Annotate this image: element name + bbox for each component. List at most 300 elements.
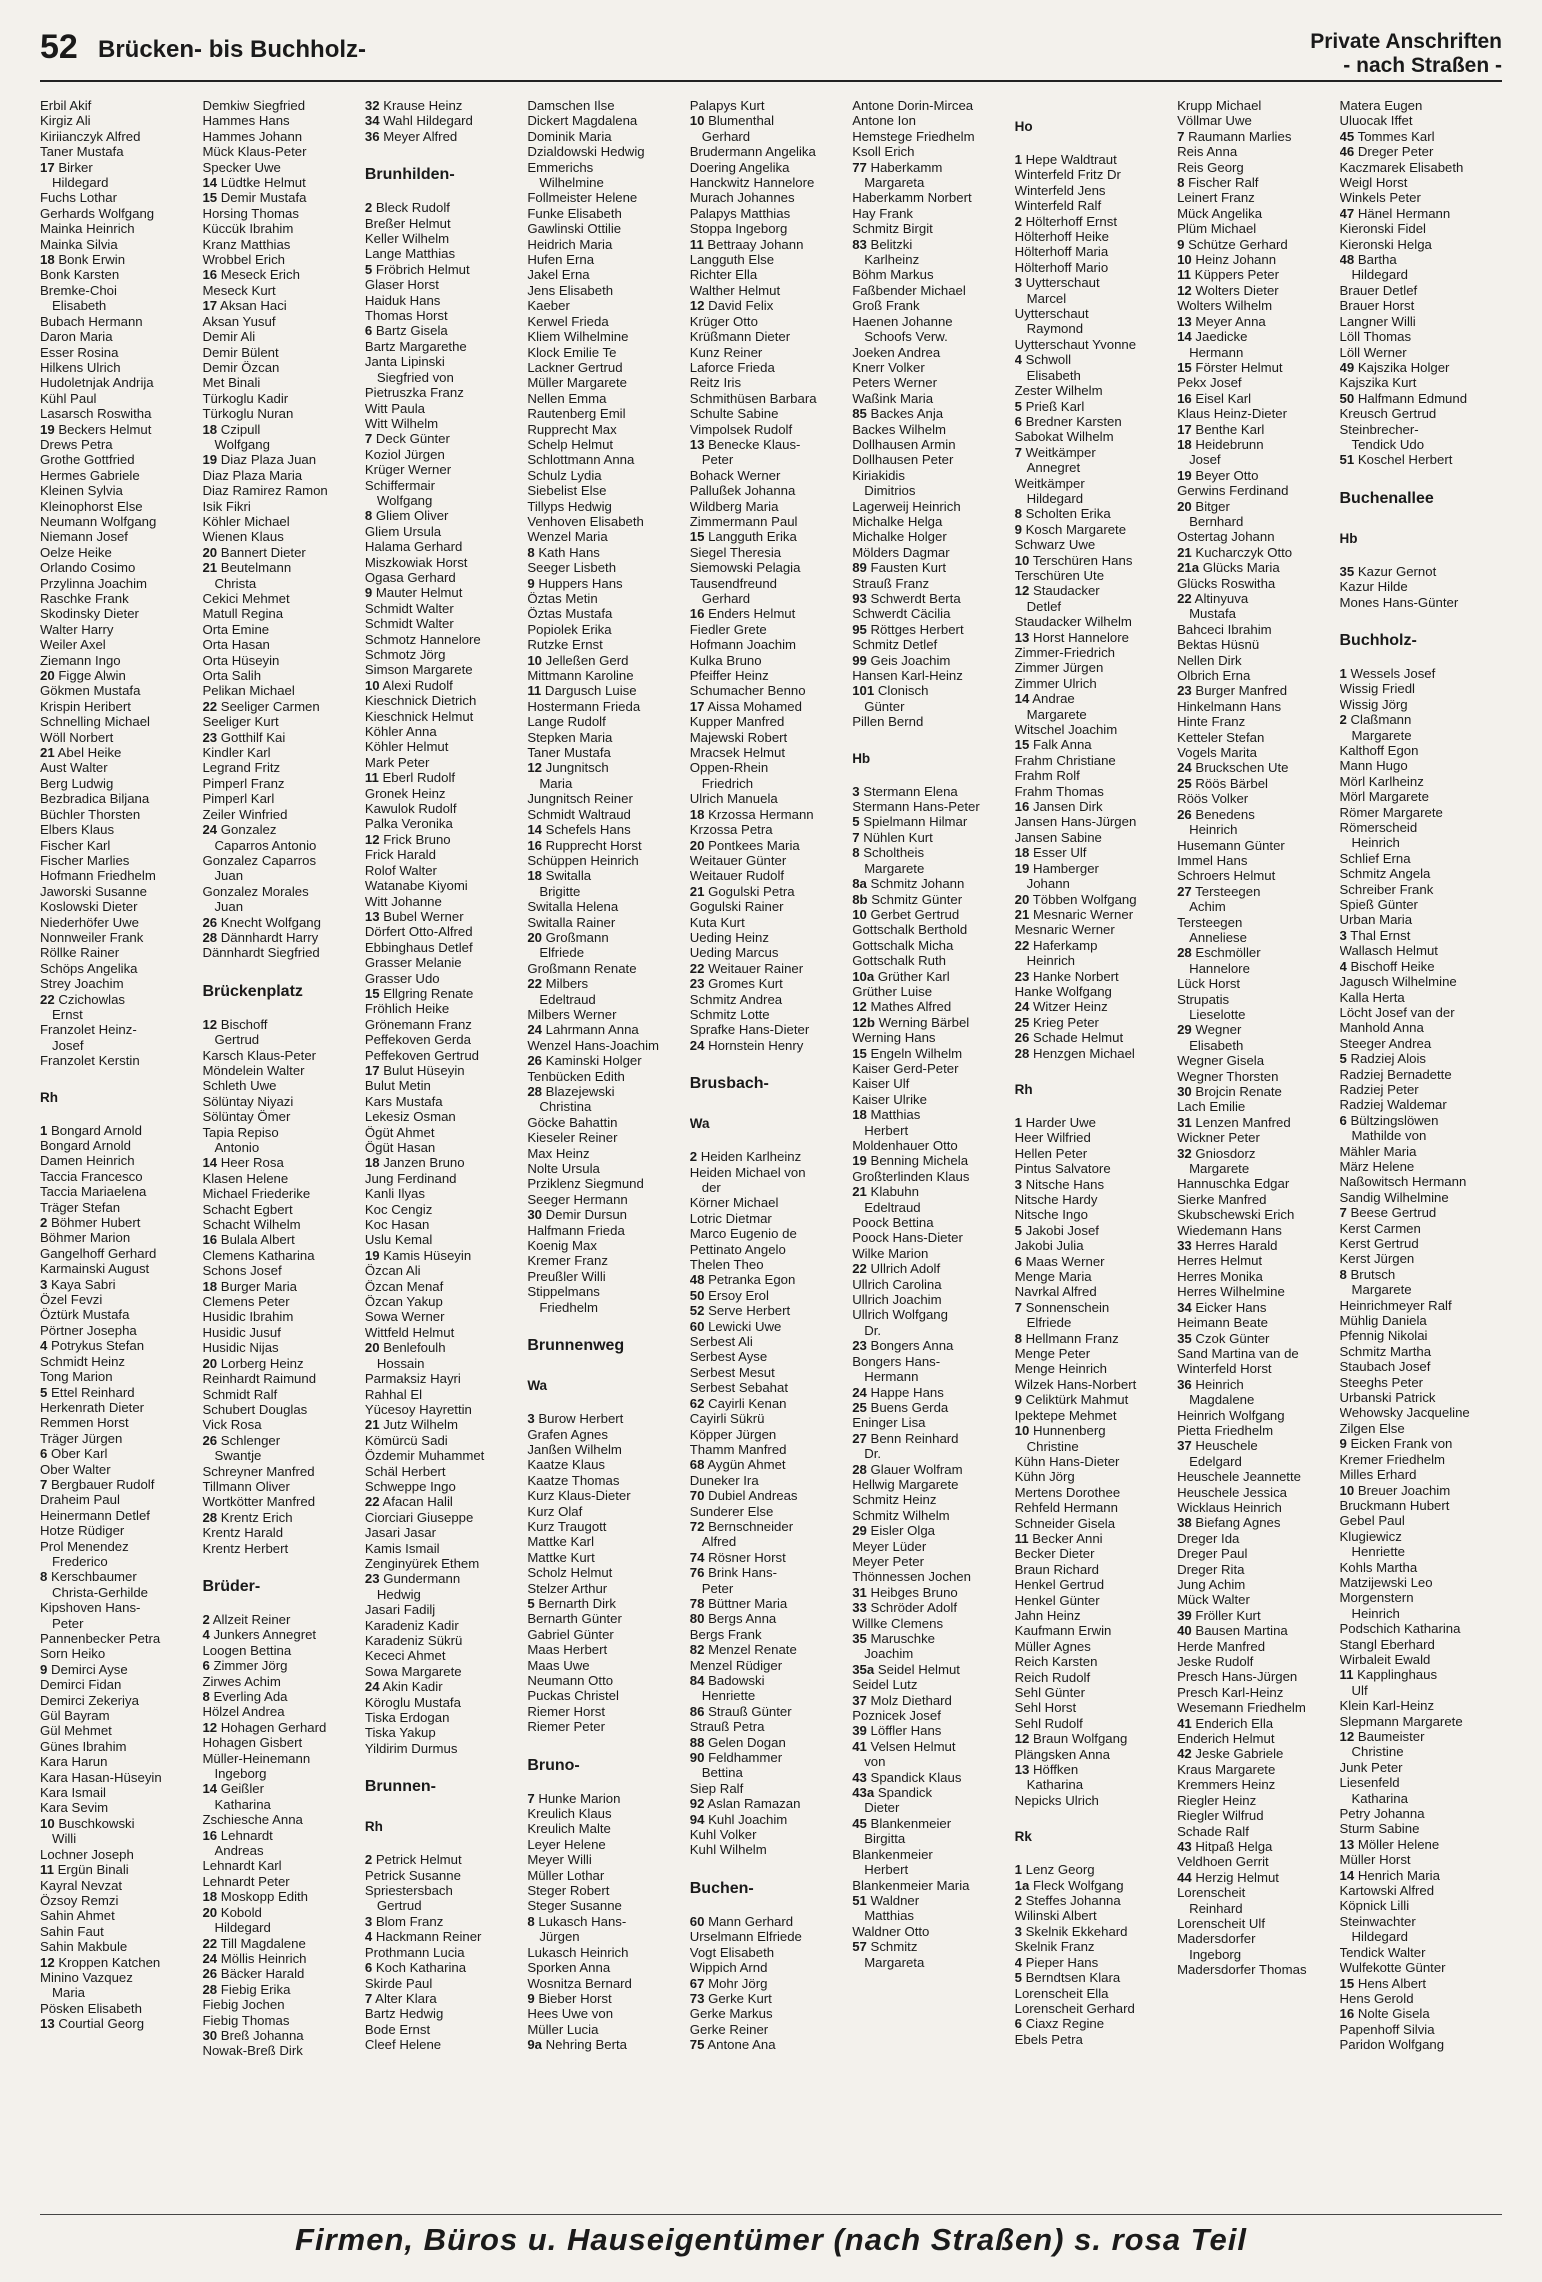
house-number: 18 (1014, 845, 1030, 861)
resident-entry: 13 Bubel Werner (364, 908, 464, 924)
resident-entry: Lorenscheit Ella (1014, 1985, 1109, 2001)
resident-entry: Brauer Horst (1339, 298, 1415, 314)
house-number: 11 (1177, 267, 1192, 283)
house-number: 24 (364, 1679, 380, 1695)
resident-entry: Simson Margarete (364, 662, 473, 678)
resident-entry: Strey Joachim (40, 976, 124, 992)
resident-entry: Schade Ralf (1177, 1823, 1249, 1839)
resident-entry: Schmitz Martha (1339, 1343, 1432, 1359)
house-number: 6 (1014, 413, 1022, 429)
resident-entry: Pillen Bernd (852, 714, 924, 730)
resident-entry: Prol Menendez (40, 1538, 129, 1554)
resident-entry: Klock Emilie Te (527, 344, 617, 360)
house-number: 19 (1014, 860, 1030, 876)
resident-entry: Tillmann Oliver (202, 1478, 290, 1494)
resident-continuation: von (864, 1754, 886, 1770)
house-number: 9 (364, 585, 373, 601)
house-number: 90 (689, 1750, 705, 1766)
resident-entry: 11 Küppers Peter (1177, 267, 1279, 283)
resident-entry: Dreger Rita (1177, 1561, 1245, 1577)
resident-entry: 15 Engeln Wilhelm (852, 1045, 963, 1061)
resident-entry: Kupper Manfred (689, 714, 785, 730)
resident-entry: Pösken Elisabeth (40, 2000, 142, 2016)
resident-entry: 8a Schmitz Johann (852, 876, 965, 892)
resident-entry: Steger Robert (527, 1883, 610, 1899)
resident-entry: Uytterschaut (1014, 306, 1089, 322)
house-number: 35 (1177, 1330, 1192, 1346)
resident-entry: 3 Kaya Sabri (40, 1276, 116, 1292)
resident-entry: Kurz Traugott (527, 1518, 607, 1534)
resident-continuation: Christa-Gerhilde (52, 1584, 149, 1600)
house-number: 12 (852, 999, 867, 1015)
resident-entry: 18 Switalla (527, 868, 592, 884)
resident-entry: 70 Dubiel Andreas (689, 1488, 798, 1504)
house-number: 10 (1177, 252, 1192, 268)
resident-continuation: Hildegard (1351, 1929, 1408, 1945)
resident-entry: Clemens Peter (202, 1294, 290, 1310)
resident-entry: Bubach Hermann (40, 313, 143, 329)
house-number: 42 (1177, 1746, 1192, 1762)
house-number: 3 (1014, 1923, 1022, 1939)
resident-continuation: Dr. (864, 1446, 882, 1462)
house-number: 21 (852, 1184, 867, 1200)
resident-entry: Ullrich Carolina (852, 1276, 942, 1292)
resident-entry: Antone Ion (852, 113, 916, 129)
resident-entry: Sowa Werner (364, 1309, 445, 1325)
resident-entry: 57 Schmitz (852, 1939, 918, 1955)
resident-entry: Römer Margarete (1339, 804, 1443, 820)
resident-entry: Sporken Anna (527, 1960, 611, 1976)
resident-continuation: Christa (214, 575, 257, 591)
resident-entry: Winterfeld Fritz Dr (1014, 167, 1121, 183)
house-number: 12 (40, 1954, 55, 1970)
resident-entry: 13 Meyer Anna (1177, 313, 1266, 329)
resident-entry: 11 Ergün Binali (40, 1862, 129, 1878)
resident-entry: Jagusch Wilhelmine (1339, 974, 1457, 990)
resident-entry: Mähler Maria (1339, 1143, 1417, 1159)
resident-entry: 26 Schade Helmut (1014, 1030, 1124, 1046)
resident-entry: 18 Bonk Erwin (40, 252, 126, 268)
resident-continuation: Hannelore (1189, 960, 1250, 976)
street-heading: Brückenplatz (202, 982, 303, 1000)
resident-entry: Weigl Horst (1339, 175, 1408, 191)
resident-entry: Thönnessen Jochen (852, 1569, 971, 1585)
resident-entry: 11 Becker Anni (1014, 1530, 1103, 1546)
resident-entry: 14 Heer Rosa (202, 1155, 284, 1171)
resident-entry: Kreulich Malte (527, 1821, 611, 1837)
resident-entry: Herkenrath Dieter (40, 1399, 145, 1415)
resident-continuation: Margarete (1026, 706, 1087, 722)
spacer (1340, 550, 1502, 564)
house-number: 4 (364, 1929, 373, 1945)
resident-entry: Brudermann Angelika (689, 144, 816, 160)
resident-entry: Kalthoff Egon (1339, 743, 1419, 758)
resident-entry: 1a Fleck Wolfgang (1014, 1877, 1124, 1893)
resident-entry: 21a Glücks Maria (1177, 560, 1280, 576)
resident-entry: Möndelein Walter (202, 1062, 305, 1078)
resident-entry: 8 Scholtheis (852, 845, 925, 861)
resident-entry: Pelikan Michael (202, 683, 295, 699)
resident-entry: 26 Bäcker Harald (202, 1966, 305, 1982)
house-number: 60 (689, 1913, 705, 1929)
house-number: 26 (202, 914, 218, 930)
resident-entry: Peters Werner (852, 375, 937, 391)
resident-entry: Dreger Paul (1177, 1546, 1248, 1562)
house-number: 74 (689, 1549, 705, 1565)
resident-entry: 48 Petranka Egon (689, 1272, 796, 1288)
resident-entry: Tillyps Hedwig (527, 498, 612, 514)
house-number: 21 (689, 883, 705, 899)
resident-entry: 28 Henzgen Michael (1014, 1045, 1135, 1061)
resident-entry: 22 Czichowlas (40, 991, 126, 1007)
resident-entry: Poock Hans-Dieter (852, 1230, 963, 1246)
house-number: 12 (202, 1719, 218, 1735)
resident-continuation: Heinrich (1351, 835, 1400, 851)
resident-entry: Presch Hans-Jürgen (1177, 1669, 1298, 1685)
resident-entry: Kara Sevim (40, 1800, 109, 1816)
house-number: 10a (852, 968, 875, 984)
resident-entry: Franzolet Heinz- (40, 1022, 137, 1038)
resident-entry: Löcht Josef van der (1339, 1004, 1455, 1020)
resident-entry: Morgenstern (1339, 1590, 1414, 1606)
house-number: 18 (852, 1107, 867, 1123)
resident-entry: Mainka Heinrich (40, 221, 135, 237)
spacer (1340, 610, 1502, 624)
resident-continuation: Josef (1189, 452, 1221, 468)
resident-entry: Weitkämper (1014, 475, 1085, 491)
resident-entry: 19 Kamis Hüseyin (364, 1247, 472, 1263)
resident-entry: 4 Junkers Annegret (202, 1627, 317, 1643)
resident-entry: Langguth Else (689, 252, 775, 268)
resident-entry: Kartowski Alfred (1339, 1883, 1435, 1899)
resident-entry: 80 Bergs Anna (689, 1611, 777, 1627)
resident-entry: Sandig Wilhelmine (1339, 1189, 1449, 1205)
house-number: 23 (1177, 683, 1192, 699)
resident-entry: Herres Monika (1177, 1268, 1263, 1284)
resident-entry: Madersdorfer (1177, 1931, 1256, 1947)
resident-entry: 88 Gelen Dogan (689, 1734, 786, 1750)
resident-entry: Kara Harun (40, 1754, 108, 1770)
resident-entry: 12 Braun Wolfgang (1014, 1731, 1128, 1747)
resident-entry: 20 Többen Wolfgang (1014, 891, 1137, 907)
resident-entry: Knerr Volker (852, 359, 925, 375)
resident-entry: Gerke Markus (689, 2006, 773, 2022)
resident-entry: 39 Löffler Hans (852, 1723, 942, 1739)
resident-entry: 17 Aksan Haci (202, 298, 287, 314)
resident-entry: 34 Eicker Hans (1177, 1299, 1267, 1315)
resident-entry: Kawulok Rudolf (364, 801, 457, 817)
resident-entry: Enderich Helmut (1177, 1731, 1275, 1747)
resident-entry: Türkoglu Kadir (202, 390, 289, 406)
house-number: 1a (1014, 1877, 1030, 1893)
directory-column (527, 98, 689, 2208)
house-number: 22 (202, 698, 218, 714)
house-number: 9 (1177, 236, 1185, 252)
resident-entry: 8 Lukasch Hans- (527, 1913, 627, 1929)
resident-entry: 49 Kajszika Holger (1339, 359, 1450, 375)
resident-entry: 25 Krieg Peter (1014, 1014, 1099, 1030)
house-number: 7 (1014, 444, 1022, 460)
resident-entry: Wippich Arnd (689, 1960, 768, 1976)
resident-entry: Kuta Kurt (689, 914, 745, 930)
resident-entry: Sehl Rudolf (1014, 1715, 1083, 1731)
resident-entry: Gangelhoff Gerhard (40, 1245, 157, 1261)
resident-entry: Vick Rosa (202, 1417, 262, 1433)
resident-entry: Koc Cengiz (364, 1201, 433, 1217)
resident-entry: Strupatis (1177, 991, 1230, 1007)
resident-entry: Lackner Gertrud (527, 359, 623, 375)
resident-entry: Köroglu Mustafa (364, 1694, 461, 1710)
resident-entry: Madersdorfer Thomas (1177, 1962, 1307, 1978)
resident-entry: Jasari Jasar (364, 1525, 436, 1541)
resident-entry: Hotze Rüdiger (40, 1523, 125, 1539)
house-number: 16 (527, 837, 542, 853)
resident-entry: 10 Blumenthal (689, 113, 775, 129)
resident-entry: Schwarz Uwe (1014, 537, 1096, 553)
resident-entry: Gawlinski Ottilie (527, 221, 622, 237)
resident-entry: Popiolek Erika (527, 621, 612, 637)
house-number: 49 (1339, 359, 1355, 375)
house-number: 30 (1177, 1084, 1192, 1099)
resident-entry: 7 Deck Günter (364, 431, 450, 447)
resident-entry: Leinert Franz (1177, 190, 1255, 206)
resident-entry: Taner Mustafa (40, 144, 124, 160)
resident-continuation: Elisabeth (52, 298, 107, 314)
resident-entry: Waldner Otto (852, 1923, 930, 1939)
resident-continuation: Henriette (701, 1688, 756, 1704)
resident-entry: 42 Jeske Gabriele (1177, 1746, 1284, 1762)
resident-entry: 16 Rupprecht Horst (527, 837, 642, 853)
spacer (527, 1777, 689, 1791)
spacer (365, 1838, 527, 1852)
resident-entry: Schelp Helmut (527, 436, 614, 452)
resident-entry: Ullrich Joachim (852, 1292, 942, 1308)
house-number: 23 (202, 729, 218, 745)
resident-entry: Stepken Maria (527, 729, 613, 745)
resident-entry: 35 Maruschke (852, 1631, 936, 1646)
resident-entry: Röös Volker (1177, 791, 1249, 807)
house-number: 20 (1014, 891, 1030, 907)
house-number: 41 (852, 1738, 867, 1754)
resident-entry: Pallußek Johanna (689, 483, 796, 499)
resident-entry: 90 Feldhammer (689, 1750, 783, 1766)
resident-entry: Gökmen Mustafa (40, 683, 141, 699)
resident-entry: Jung Ferdinand (364, 1170, 457, 1186)
resident-entry: Poock Bettina (852, 1215, 934, 1231)
district-code: Rh (40, 1089, 58, 1105)
house-number: 22 (527, 976, 542, 992)
resident-entry: 4 Schwoll (1014, 352, 1072, 368)
house-number: 8 (40, 1569, 48, 1585)
resident-entry: 23 Bongers Anna (852, 1338, 954, 1354)
resident-entry: 34 Wahl Hildegard (364, 113, 473, 129)
resident-entry: Elbers Klaus (40, 822, 115, 838)
spacer (40, 1109, 202, 1123)
resident-entry: 4 Hackmann Reiner (364, 1929, 482, 1945)
resident-entry: Palapys Matthias (689, 205, 791, 221)
resident-entry: 36 Heinrich (1177, 1376, 1244, 1392)
resident-entry: 14 Jaedicke (1177, 329, 1248, 345)
resident-entry: Blankenmeier Maria (852, 1877, 970, 1893)
resident-entry: Husidic Jusuf (202, 1324, 281, 1340)
house-number: 14 (1339, 1867, 1355, 1883)
house-number: 94 (689, 1811, 705, 1827)
house-number: 10 (40, 1815, 55, 1831)
resident-entry: Jakobi Julia (1014, 1238, 1084, 1254)
resident-entry: Özsoy Remzi (40, 1892, 119, 1908)
resident-entry: Zimmer Ulrich (1014, 675, 1097, 691)
resident-continuation: Achim (1189, 899, 1226, 915)
house-number: 45 (852, 1815, 867, 1831)
house-number: 21 (1177, 544, 1192, 560)
resident-entry: Husemann Günter (1177, 837, 1285, 853)
resident-entry: Heinermann Detlef (40, 1507, 150, 1523)
resident-entry: Esser Rosina (40, 344, 119, 360)
resident-entry: Menge Maria (1014, 1269, 1092, 1285)
resident-entry: 12 Bischoff (202, 1016, 268, 1032)
resident-entry: Pannenbecker Petra (40, 1631, 161, 1646)
resident-entry: Kleinophorst Else (40, 498, 143, 514)
resident-continuation: Herbert (864, 1122, 909, 1138)
resident-entry: 8b Schmitz Günter (852, 891, 963, 907)
resident-entry: 16 Lehnardt (202, 1827, 273, 1843)
resident-entry: Grafen Agnes (527, 1426, 608, 1442)
resident-entry: Kerwel Frieda (527, 313, 609, 329)
house-number: 25 (852, 1399, 867, 1415)
resident-entry: Hinte Franz (1177, 714, 1246, 730)
resident-entry: Kulka Bruno (689, 652, 762, 668)
resident-entry: Demir Bülent (202, 344, 279, 360)
resident-entry: 101 Clonisch (852, 683, 929, 699)
resident-continuation: Heinrich (1189, 822, 1238, 838)
resident-continuation: der (701, 1180, 721, 1195)
resident-entry: Kleinen Sylvia (40, 483, 123, 499)
resident-entry: Daron Maria (40, 329, 113, 345)
resident-entry: Heimann Beate (1177, 1315, 1268, 1331)
resident-entry: Liesenfeld (1339, 1775, 1400, 1791)
resident-entry: Mörl Karlheinz (1339, 773, 1424, 789)
resident-entry: 21 Jutz Wilhelm (364, 1417, 458, 1433)
house-number: 18 (364, 1155, 380, 1171)
resident-continuation: Christine (1026, 1438, 1079, 1454)
house-number: 8 (1014, 506, 1022, 522)
resident-entry: Lekesiz Osman (364, 1109, 456, 1125)
resident-entry: 76 Brink Hans- (689, 1565, 777, 1581)
resident-entry: 21 Gogulski Petra (689, 883, 795, 899)
resident-entry: Milles Erhard (1339, 1467, 1417, 1483)
resident-entry: 9 Demirci Ayse (40, 1661, 128, 1677)
resident-entry: Nonnweiler Frank (40, 929, 144, 945)
resident-entry: 24 Witzer Heinz (1014, 999, 1108, 1015)
resident-entry: Damschen Ilse (527, 98, 615, 113)
resident-entry: Sehl Horst (1014, 1700, 1077, 1716)
resident-entry: Kaeber (527, 298, 570, 314)
resident-entry: Skodinsky Dieter (40, 606, 139, 622)
resident-entry: 82 Menzel Renate (689, 1642, 797, 1658)
resident-entry: 8 Kerschbaumer (40, 1569, 137, 1585)
resident-entry: Demir Ali (202, 329, 256, 345)
resident-entry: Löll Thomas (1339, 329, 1412, 345)
resident-entry: Schleth Uwe (202, 1078, 277, 1094)
resident-entry: Sölüntay Niyazi (202, 1093, 294, 1109)
house-number: 30 (527, 1207, 542, 1223)
resident-entry: Sabokat Wilhelm (1014, 429, 1114, 445)
resident-entry: 18 Janzen Bruno (364, 1155, 465, 1171)
house-number: 20 (40, 668, 55, 684)
resident-entry: Terschüren Ute (1014, 567, 1105, 583)
resident-entry: Winterfeld Horst (1177, 1361, 1272, 1377)
house-number: 22 (364, 1494, 380, 1510)
house-number: 34 (364, 113, 380, 129)
resident-entry: Schmotz Hannelore (364, 631, 481, 647)
resident-entry: Hansen Karl-Heinz (852, 668, 963, 684)
resident-entry: Cleef Helene (364, 2037, 442, 2053)
house-number: 10 (689, 113, 705, 129)
resident-entry: Thelen Theo (689, 1257, 764, 1273)
resident-entry: Siemowski Pelagia (689, 560, 801, 576)
resident-entry: Vimpolsek Rudolf (689, 421, 793, 437)
resident-entry: Clemens Katharina (202, 1247, 315, 1263)
house-number: 8a (852, 876, 867, 892)
resident-entry: Öztas Mustafa (527, 606, 613, 622)
resident-entry: Schlief Erna (1339, 850, 1411, 866)
resident-entry: Gabriel Günter (527, 1626, 614, 1642)
resident-entry: Siep Ralf (689, 1780, 744, 1796)
resident-entry: Kipshoven Hans- (40, 1600, 141, 1616)
resident-entry: 1 Wessels Josef (1339, 665, 1436, 681)
resident-entry: 11 Kapplinghaus (1339, 1667, 1438, 1683)
resident-entry: Haiduk Hans (364, 292, 441, 308)
resident-entry: Hohagen Gisbert (202, 1735, 303, 1751)
district-code: Ho (1014, 119, 1033, 134)
house-number: 6 (1014, 2016, 1022, 2032)
house-number: 9 (527, 1990, 535, 2006)
house-number: 89 (852, 560, 867, 576)
house-number: 5 (1014, 1970, 1022, 1986)
resident-entry: Hammes Johann (202, 128, 303, 144)
resident-continuation: Anneliese (1189, 929, 1247, 945)
resident-entry: Erbil Akif (40, 98, 92, 113)
house-number: 67 (689, 1975, 705, 1991)
house-number: 24 (1014, 999, 1030, 1015)
resident-entry: Kayral Nevzat (40, 1877, 123, 1893)
resident-entry: Kaiser Ulf (852, 1076, 910, 1092)
resident-continuation: Birgitta (864, 1831, 906, 1847)
resident-entry: Wilinski Albert (1014, 1908, 1097, 1924)
resident-entry: Uslu Kemal (364, 1232, 433, 1248)
resident-entry: Mörl Margarete (1339, 789, 1429, 805)
resident-continuation: Willi (52, 1831, 77, 1847)
resident-continuation: Edeltraud (864, 1199, 921, 1215)
resident-entry: 19 Beyer Otto (1177, 467, 1259, 483)
spacer (527, 1397, 689, 1411)
house-number: 21 (1014, 906, 1030, 922)
resident-continuation: Margareta (864, 1954, 925, 1970)
resident-entry: Ueding Heinz (689, 929, 769, 945)
house-number: 20 (202, 1904, 218, 1920)
house-number: 6 (1339, 1112, 1347, 1128)
resident-entry: Rupprecht Max (527, 421, 617, 437)
resident-entry: 12 David Felix (689, 298, 774, 314)
house-number: 41 (1177, 1715, 1192, 1731)
resident-continuation: Juan (214, 899, 244, 915)
resident-entry: Schacht Egbert (202, 1201, 293, 1217)
resident-entry: Tapia Repiso (202, 1124, 279, 1140)
house-number: 92 (689, 1796, 705, 1812)
resident-entry: Michael Friederike (202, 1186, 311, 1202)
resident-entry: Kuhl Volker (689, 1827, 757, 1843)
resident-entry: Parmaksiz Hayri (364, 1371, 461, 1387)
